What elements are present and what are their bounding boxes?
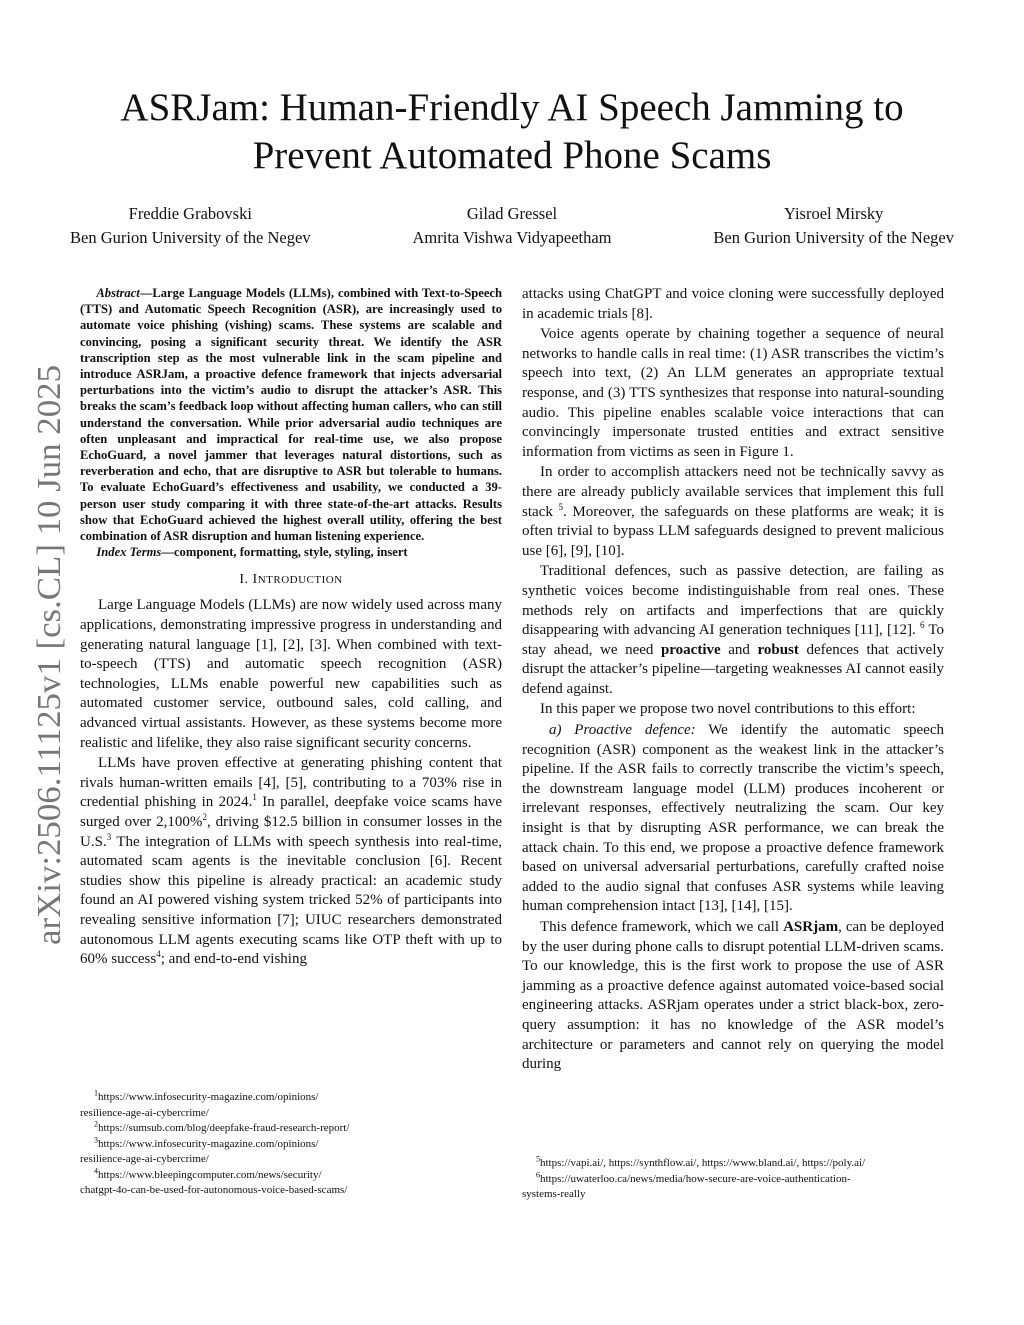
abstract-text: —Large Language Models (LLMs), combined with Text-to-Speech (TTS) and Automatic Speech Recognition (ASR), are increasingly used to automate voice phishing (vishing) scams. These systems are scalable and convincing, posing a significant security threat. We identify the ASR transcription step as the most vulnerable link in the scam pipeline and introduce ASRJam, a proactive defence framework that injects adversarial perturbations into the victim’s audio to disrupt the attacker’s ASR. This breaks the scam’s feedback loop without affecting human callers, who can still understand the conversation. While prior adversarial audio techniques are often unpleasant and impractical for real-time use, we also propose EchoGuard, a novel jammer that leverages natural distortions, such as reverberation and echo, that are disruptive to ASR but tolerable to humans. To evaluate EchoGuard’s effectiveness and usability, we conducted a 39-person user study comparing it with three state-of-the-art attacks. Results show that EchoGuard achieved the highest overall utility, offering the best combination of ASR disruption and human listening experience. bbox=[80, 286, 502, 544]
author-1 bbox=[70, 202, 311, 250]
title-line-1: ASRJam: Human-Friendly AI Speech Jamming to bbox=[120, 86, 904, 129]
text-span: LLMs have proven effective at generating phishing content that rivals human-written emails [4], [5], contributing to a 703% rise in credential phishing in 2024. bbox=[80, 755, 502, 811]
footnote-ref-6: 6 bbox=[919, 620, 925, 631]
text-span: In order to accomplish attackers need not be technically savvy as there are already publicly available services that implement this full stack bbox=[522, 464, 944, 520]
footnote-number: 1 bbox=[94, 1088, 98, 1098]
bold-term-asrjam: ASRjam bbox=[783, 919, 839, 935]
footnote-url-cont[interactable]: resilience-age-ai-cybercrime/ bbox=[80, 1153, 209, 1165]
footnote-ref-3: 3 bbox=[106, 831, 112, 842]
author-name: Freddie Grabovski bbox=[128, 204, 252, 223]
text-span: , can be deployed by the user during phone calls to disrupt potential LLM-driven scams. To our knowledge, this is the first work to propose the use of ASR jamming as a proactive defence against automated voice-based social engineering attacks. ASRjam operates under a strict black-box, zero-query assumption: it has no knowledge of the ASR model’s architecture or parameters and cannot rely on querying the model during bbox=[522, 919, 944, 1073]
footnote-4 bbox=[80, 1165, 502, 1199]
author-name: Yisroel Mirsky bbox=[783, 204, 884, 223]
section-title-rest: NTRODUCTION bbox=[257, 574, 343, 587]
right-column bbox=[522, 285, 944, 1075]
text-span: Traditional defences, such as passive detection, are failing as synthetic voices become indistinguishable from real ones. These methods rely on artifacts and imperfections that are quickly disappearing with advancing AI generation techniques [11], [12]. bbox=[522, 563, 944, 639]
text-span: To stay ahead, we need bbox=[522, 622, 944, 658]
left-column bbox=[80, 285, 502, 970]
footnote-2 bbox=[80, 1121, 502, 1137]
bold-term-robust: robust bbox=[757, 641, 799, 658]
paragraph-voice-agents: Voice agents operate by chaining together a sequence of neural networks to handle calls in real time: (1) ASR transcribes the victim’s speech into text, (2) An LLM generates an appropriate textual response, and (3) TTS synthesizes that response into natural-sounding audio. This pipeline enables scalable voice interactions that can convincingly impersonate trusted entities and extract sensitive information from victims as seen in Figure 1. bbox=[522, 326, 944, 460]
text-span: defences that actively disrupt the attacker’s pipeline—targeting weaknesses AI cannot easily defend against. bbox=[522, 641, 944, 697]
intro-paragraph-1: Large Language Models (LLMs) are now widely used across many applications, demonstrating impressive progress in understanding and generating natural language [1], [2], [3]. When combined with text-to-speech (TTS) and automatic speech recognition (ASR) technologies, LLMs enable powerful new capabilities such as automated customer service, outbound sales, cold calling, and advanced virtual assistants. However, as these systems become more realistic and lifelike, they also raise significant security concerns. bbox=[80, 597, 502, 751]
author-affiliation: Ben Gurion University of the Negev bbox=[713, 228, 954, 247]
footnote-ref-5: 5 bbox=[558, 501, 563, 512]
text-span: ; and end-to-end vishing bbox=[160, 951, 307, 968]
author-affiliation: Ben Gurion University of the Negev bbox=[70, 228, 311, 247]
footnotes-left bbox=[80, 1090, 502, 1199]
footnote-url[interactable]: https://www.infosecurity-magazine.com/opinions/ bbox=[98, 1091, 319, 1103]
footnote-url[interactable]: https://www.bleepingcomputer.com/news/security/ bbox=[98, 1168, 322, 1181]
abstract bbox=[80, 285, 502, 544]
footnote-number: 3 bbox=[94, 1134, 98, 1144]
footnote-number: 2 bbox=[94, 1119, 98, 1129]
footnote-ref-4: 4 bbox=[156, 949, 161, 960]
paragraph-traditional-defences bbox=[522, 562, 944, 699]
author-name: Gilad Gressel bbox=[466, 204, 558, 223]
author-affiliation: Amrita Vishwa Vidyapeetham bbox=[412, 228, 612, 247]
author-3 bbox=[713, 202, 954, 250]
footnote-url[interactable]: https://sumsub.com/blog/deepfake-fraud-research-report/ bbox=[98, 1122, 350, 1134]
text-span: We identify the automatic speech recognition (ASR) component as the weakest link in the attacker’s pipeline. If the ASR fails to correctly transcribe the victim’s speech, the downstream language model (LLM) produces incoherent or irrelevant responses, effectively neutralizing the scam. Our key insight is that by disrupting ASR performance, we can break the attack chain. To this end, we propose a proactive defence framework based on universal adversarial perturbations, carefully crafted noise added to the audio signal that confuses ASR systems while leaving human comprehension intact [13], [14], [15]. bbox=[522, 722, 945, 915]
section-numeral: I. bbox=[239, 572, 253, 588]
text-span: and bbox=[720, 641, 758, 658]
paragraph-attackers bbox=[522, 463, 944, 561]
text-span: This defence framework, which we call bbox=[540, 919, 784, 935]
text-span: In parallel, deepfake voice scams have surged over 2,100% bbox=[80, 794, 502, 830]
footnote-url-cont[interactable]: resilience-age-ai-cybercrime/ bbox=[80, 1106, 209, 1119]
paragraph-proactive-defence bbox=[522, 721, 944, 917]
footnote-url-cont[interactable]: systems-really bbox=[522, 1188, 586, 1200]
arxiv-id-text: arXiv:2506.11125v1 [cs.CL] 10 Jun 2025 bbox=[31, 387, 68, 945]
footnote-url-cont[interactable]: chatgpt-4o-can-be-used-for-autonomous-voice-based-scams/ bbox=[80, 1184, 348, 1196]
footnote-number: 4 bbox=[94, 1165, 98, 1175]
continued-paragraph: attacks using ChatGPT and voice cloning were successfully deployed in academic trials [8]. bbox=[522, 286, 944, 322]
text-span: . Moreover, the safeguards on these platforms are weak; it is often trivial to bypass LLM safeguards designed to prevent malicious use [6], [9], [10]. bbox=[522, 503, 944, 559]
author-2 bbox=[412, 202, 611, 250]
intro-paragraph-2 bbox=[80, 754, 502, 970]
paragraph-contributions: In this paper we propose two novel contributions to this effort: bbox=[540, 701, 916, 718]
index-terms bbox=[80, 544, 502, 560]
footnote-ref-1: 1 bbox=[252, 792, 257, 803]
index-terms-text: —component, formatting, style, styling, insert bbox=[161, 545, 408, 560]
footnote-url[interactable]: https://www.infosecurity-magazine.com/opinions/ bbox=[98, 1137, 319, 1150]
footnote-6 bbox=[522, 1169, 944, 1203]
abstract-lead: Abstract bbox=[96, 286, 140, 300]
text-span: The integration of LLMs with speech synthesis into real-time, automated scam agents is the inevitable conclusion [6]. Recent studies show this pipeline is already practical: an academic study found an AI powered vishing system tricked 52% of participants into revealing sensitive information [7]; UIUC researchers demonstrated autonomous LLM agents executing scams like OTP theft with up to 60% success bbox=[80, 833, 502, 968]
arxiv-identifier-stamp bbox=[18, 360, 74, 950]
paragraph-heading: a) Proactive defence: bbox=[549, 722, 696, 739]
footnote-ref-2: 2 bbox=[202, 811, 207, 822]
paper-title bbox=[60, 84, 964, 180]
footnote-number: 6 bbox=[536, 1169, 540, 1179]
text-span: , driving $12.5 billion in consumer losses in the U.S. bbox=[80, 813, 502, 850]
footnotes-right bbox=[522, 1156, 944, 1203]
footnote-url[interactable]: https://uwaterloo.ca/news/media/how-secure-are-voice-authentication- bbox=[540, 1172, 851, 1185]
footnote-url[interactable]: https://vapi.ai/, https://synthflow.ai/, https://www.bland.ai/, https://poly.ai/ bbox=[540, 1157, 866, 1169]
title-line-2: Prevent Automated Phone Scams bbox=[252, 134, 772, 177]
author-block bbox=[70, 202, 954, 250]
paragraph-asrjam bbox=[522, 918, 944, 1075]
bold-term-proactive: proactive bbox=[660, 641, 721, 658]
index-terms-lead: Index Terms bbox=[96, 545, 162, 560]
section-heading-introduction bbox=[80, 570, 502, 590]
footnote-5 bbox=[522, 1156, 944, 1172]
footnote-number: 5 bbox=[536, 1154, 540, 1164]
section-first-letter: I bbox=[252, 572, 258, 588]
footnote-3 bbox=[80, 1134, 502, 1168]
footnote-1 bbox=[80, 1090, 502, 1121]
